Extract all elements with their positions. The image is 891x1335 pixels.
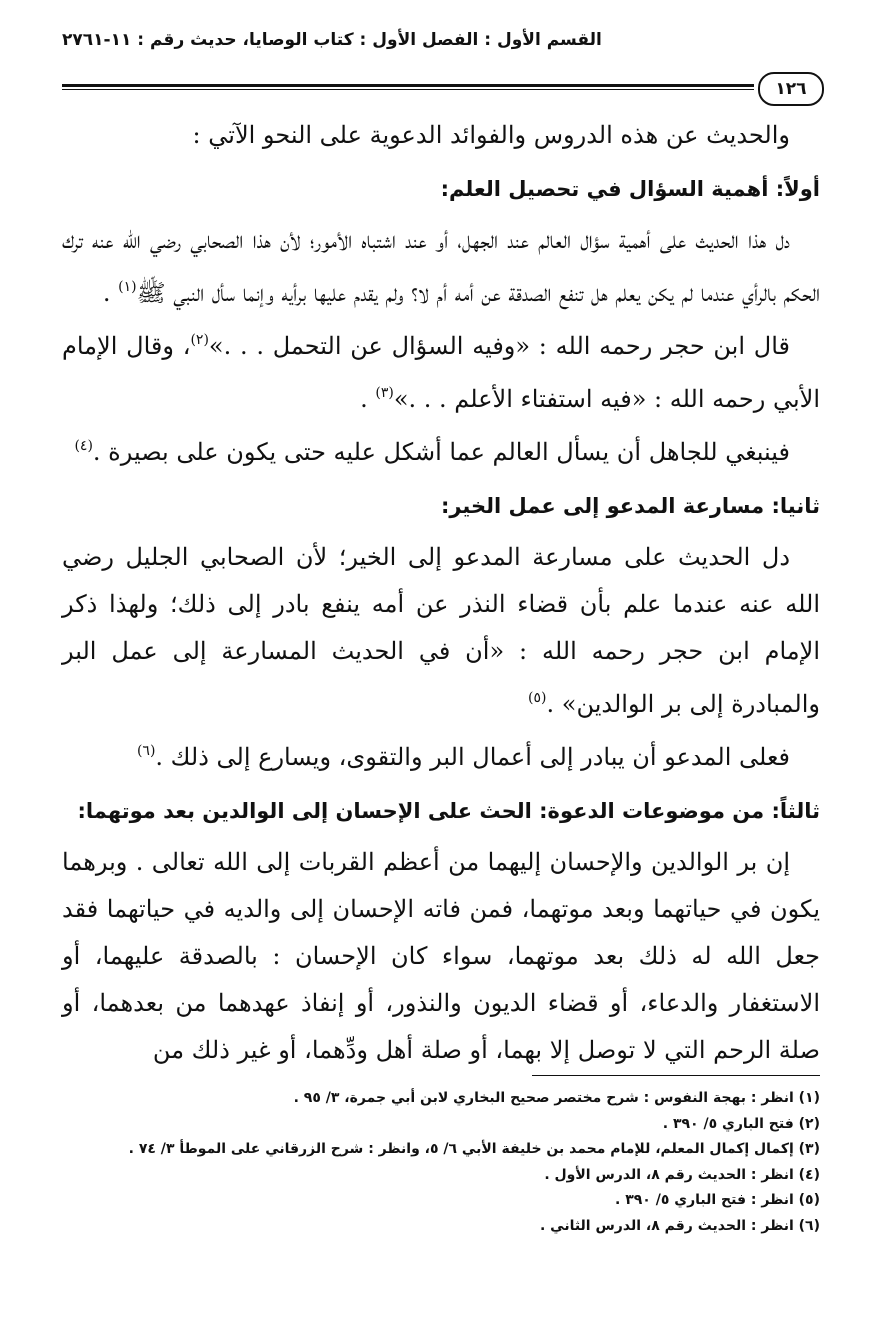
footnotes-list — [62, 1086, 820, 1239]
paragraph-text: فينبغي للجاهل أن يسأل العالم عما أشكل عليه حتى يكون على بصيرة . — [92, 438, 790, 466]
footnote-ref[interactable]: (٣) — [375, 385, 394, 401]
paragraph-text: فعلى المدعو أن يبادر إلى أعمال البر والتقوى، ويسارع إلى ذلك . — [155, 743, 790, 771]
paragraph — [62, 423, 820, 476]
paragraph — [62, 534, 820, 728]
header-rule — [62, 84, 754, 87]
paragraph-end: . — [360, 385, 376, 413]
header-rule-thin — [62, 89, 754, 90]
footnote: (٣) إكمال إكمال المعلم، للإمام محمد بن خليفة الأبي ٦/ ٥، وانظر : شرح الزرقاني على الموطأ ٣/ ٧٤ . — [128, 1141, 820, 1157]
section-heading-1: أولاً: أهمية السؤال في تحصيل العلم: — [440, 177, 820, 201]
book-page — [62, 28, 820, 1234]
footnote: (٦) انظر : الحديث رقم ٨، الدرس الثاني . — [539, 1217, 820, 1234]
paragraph-text: دل هذا الحديث على أهمية سؤال العالم عند الجهل، أو عند اشتباه الأمور؛ لأن هذا الصحابي رضي الله عنه ترك الحكم بالرأي عندما لم يكن يعلم هل تنفع الصدقة عن أمه أم لا؟ ولم يقدم عليها برأيه وإنما سأل النبي ﷺ — [62, 226, 820, 307]
intro-paragraph: والحديث عن هذه الدروس والفوائد الدعوية على النحو الآتي : — [192, 121, 790, 149]
running-header — [62, 28, 820, 99]
footnote-ref[interactable]: (٢) — [190, 332, 209, 348]
paragraph-end: . — [102, 279, 119, 307]
footnote: (٢) فتح الباري ٥/ ٣٩٠ . — [662, 1115, 820, 1132]
paragraph-text: إن بر الوالدين والإحسان إليهما من أعظم القربات إلى الله تعالى . وبرهما يكون في حياتهما وبعد موتهما، فمن فاته الإحسان إلى والديه في حياتهما فقد جعل الله له ذلك بعد موتهما، سواء كان الإحسان : بالصدقة عليهما، أو الاستغفار والدعاء، أو قضاء الديون والنذور، أو إنفاذ عهدهما من بعدهما، أو صلة الرحم التي لا توصل إلا بهما، أو صلة أهل ودِّهما، أو غير ذلك من — [62, 848, 820, 1064]
footnote-ref[interactable]: (٥) — [528, 690, 547, 706]
paragraph-text: دل الحديث على مسارعة المدعو إلى الخير؛ لأن الصحابي الجليل رضي الله عنه عندما علم بأن قضاء النذر عن أمه ينفع بادر إلى ذلك؛ ولهذا ذكر الإمام ابن حجر رحمه الله : «أن في الحديث المسارعة إلى عمل البر والمبادرة إلى بر الوالدين» . — [62, 543, 820, 718]
paragraph — [62, 728, 820, 781]
footnote: (٥) انظر : فتح الباري ٥/ ٣٩٠ . — [614, 1192, 820, 1208]
header-title: القسم الأول : الفصل الأول : كتاب الوصايا، حديث رقم : ١١-٢٧٦١ — [62, 30, 602, 50]
section-heading-3: ثالثاً: من موضوعات الدعوة: الحث على الإحسان إلى الوالدين بعد موتهما: — [77, 799, 820, 823]
footnote-ref[interactable]: (٤) — [74, 438, 93, 454]
footnote: (٤) انظر : الحديث رقم ٨، الدرس الأول . — [544, 1166, 820, 1183]
main-text — [62, 112, 820, 1074]
section-heading-2: ثانيا: مسارعة المدعو إلى عمل الخير: — [440, 494, 820, 518]
paragraph-text: قال ابن حجر رحمه الله : «وفيه السؤال عن التحمل . . .» — [208, 332, 790, 360]
paragraph — [62, 839, 820, 1074]
page-number: ١٢٦ — [758, 72, 824, 106]
footnote-separator — [532, 1075, 820, 1076]
paragraph — [62, 217, 820, 317]
paragraph-text-cont: ، وقال الإمام الأبي رحمه الله : «فيه استفتاء الأعلم . . .» — [62, 332, 820, 413]
footnote: (١) انظر : بهجة النفوس : شرح مختصر صحيح البخاري لابن أبي جمرة، ٣/ ٩٥ . — [293, 1090, 820, 1106]
footnote-ref[interactable]: (١) — [118, 279, 137, 295]
paragraph — [62, 317, 820, 423]
footnote-ref[interactable]: (٦) — [136, 743, 156, 759]
